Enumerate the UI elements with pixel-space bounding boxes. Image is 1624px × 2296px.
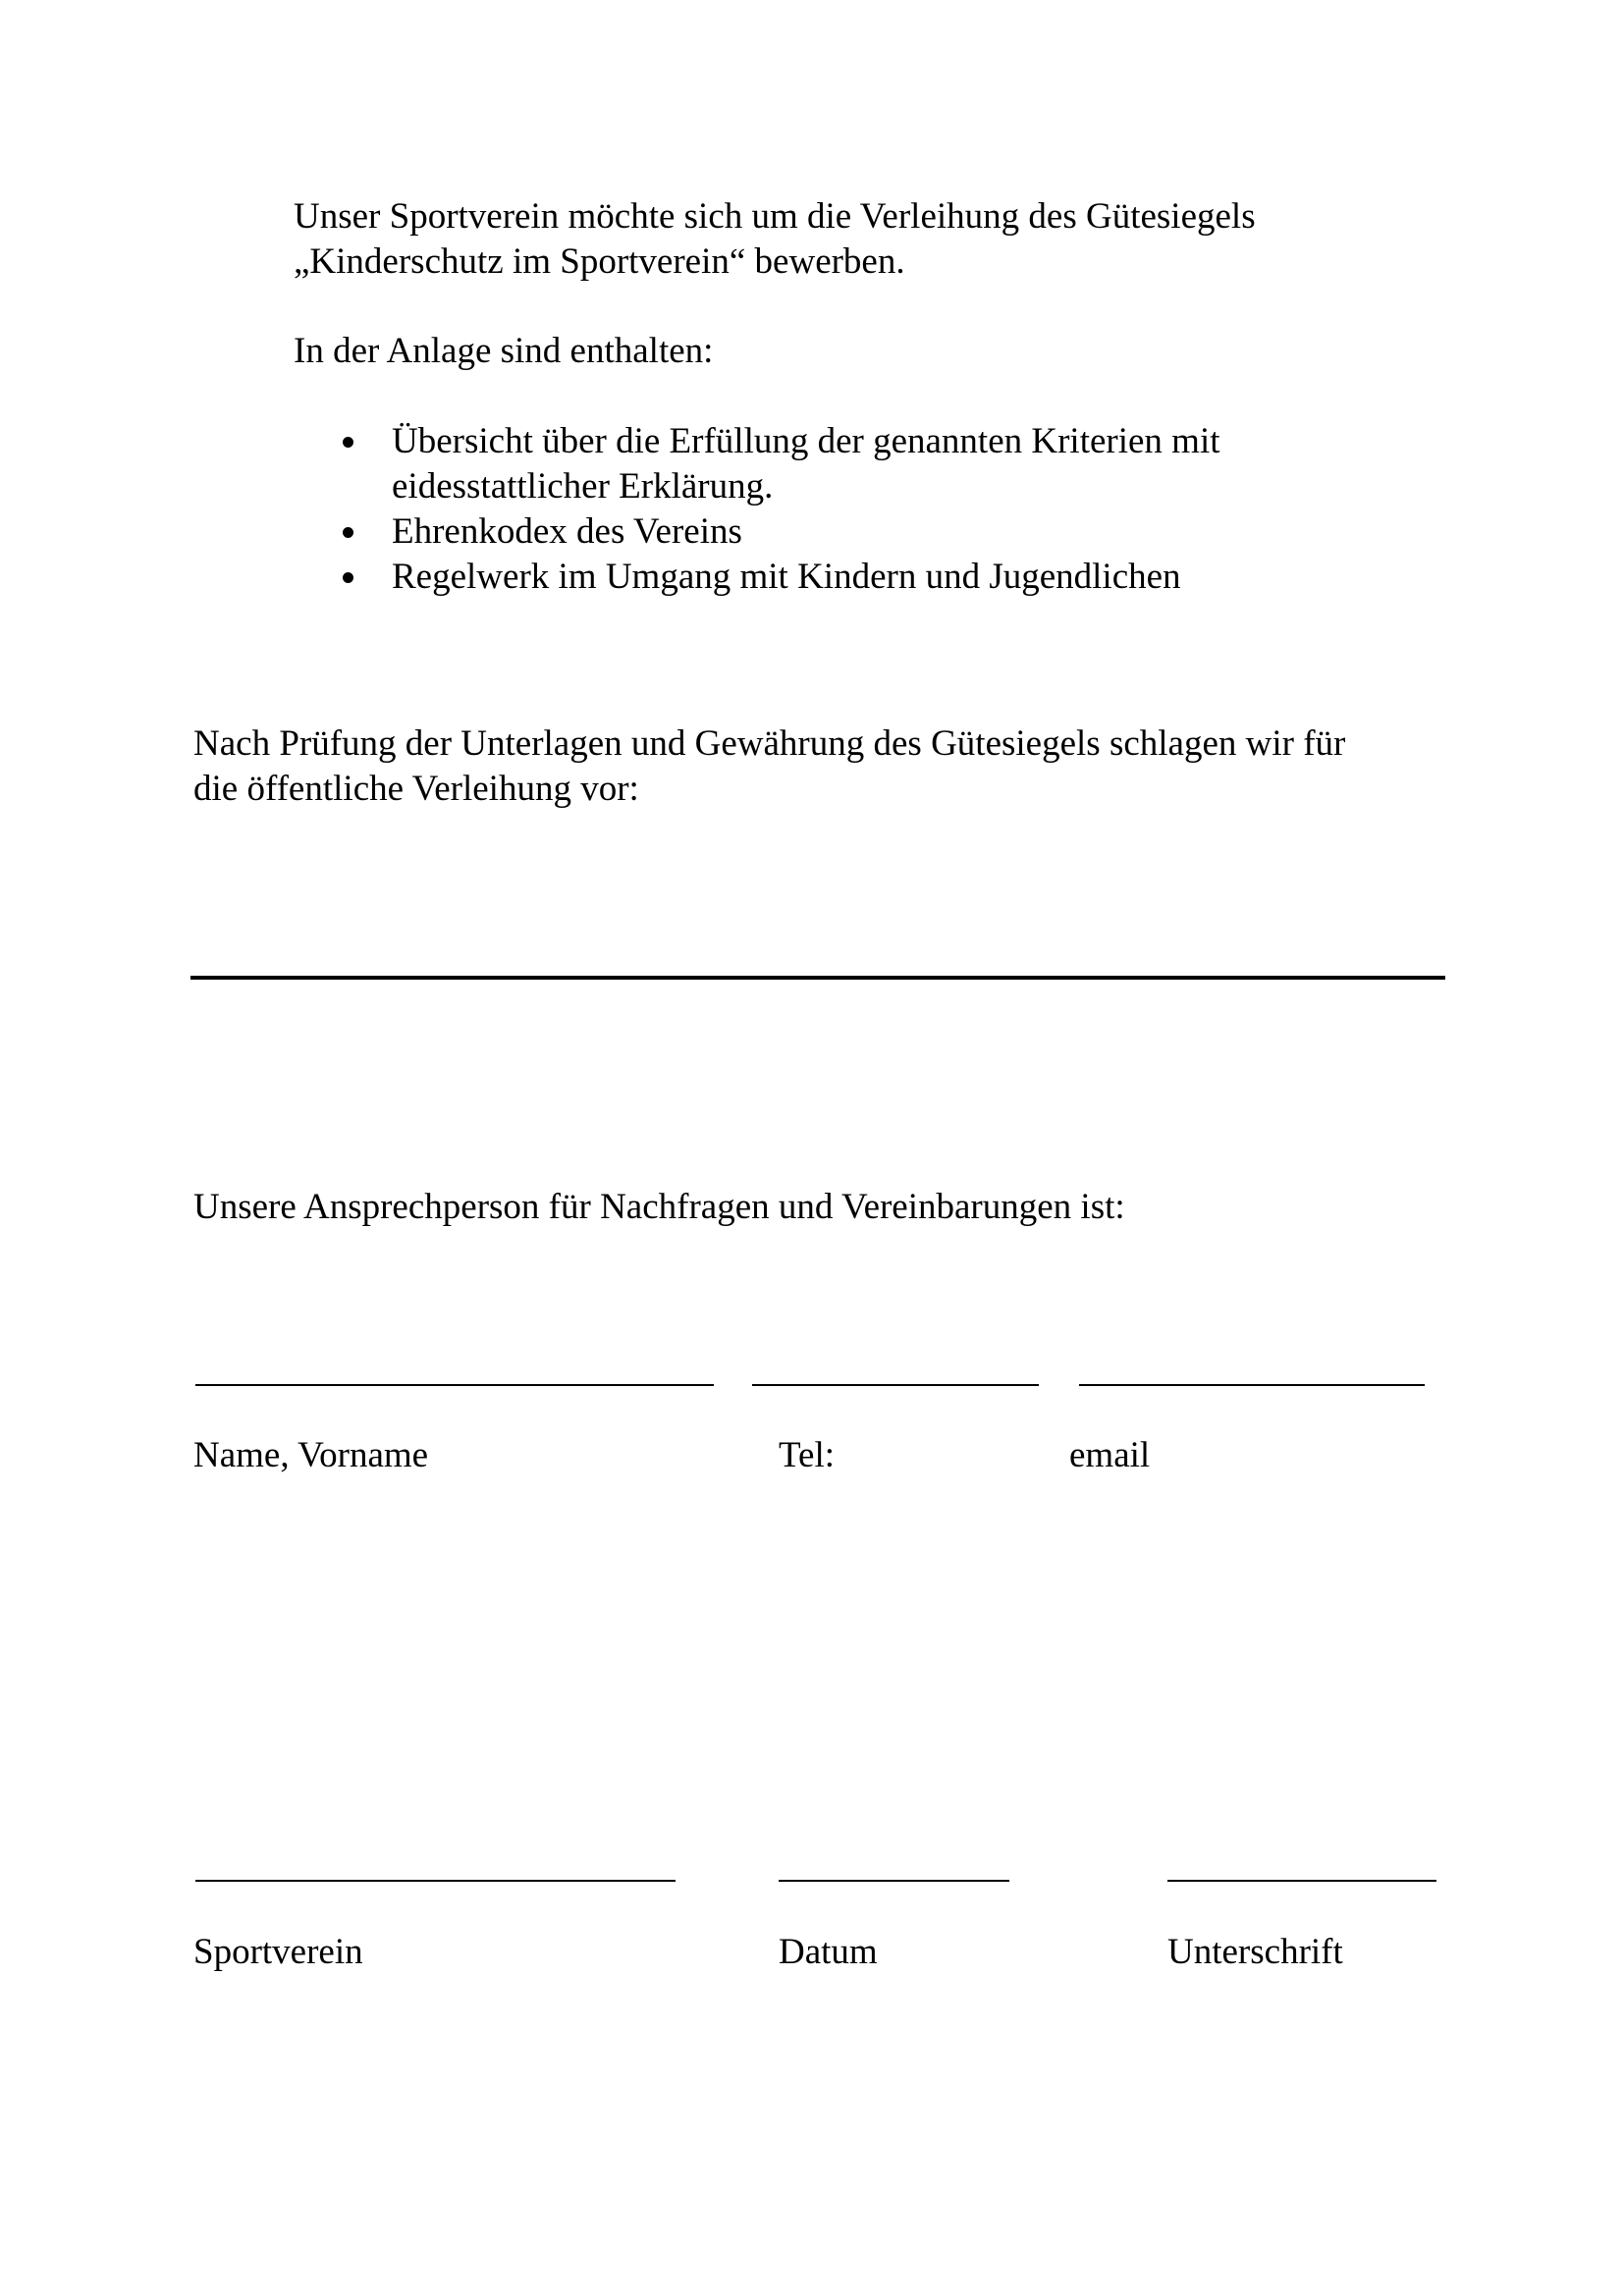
- proposal-fill-line[interactable]: [190, 976, 1445, 980]
- date-label: Datum: [779, 1932, 878, 1972]
- attachments-list: [343, 419, 1423, 600]
- contact-heading: Unsere Ansprechperson für Nachfragen und Vereinbarungen ist:: [193, 1187, 1125, 1227]
- attachment-item-overview: [343, 419, 1423, 509]
- signature-label: Unterschrift: [1167, 1932, 1343, 1972]
- contact-tel-label: Tel:: [779, 1435, 835, 1475]
- club-fill-line[interactable]: [195, 1880, 676, 1882]
- attachment-item-regelwerk: [343, 555, 1423, 600]
- contact-email-fill-line[interactable]: [1079, 1384, 1425, 1386]
- club-label: Sportverein: [193, 1932, 363, 1972]
- attachments-heading: In der Anlage sind enthalten:: [294, 331, 714, 371]
- attachment-item-line: eidesstattlicher Erklärung.: [392, 466, 774, 507]
- contact-email-label: email: [1069, 1435, 1151, 1475]
- award-proposal-paragraph: [193, 721, 1450, 812]
- contact-tel-fill-line[interactable]: [752, 1384, 1039, 1386]
- award-proposal-line-2: die öffentliche Verleihung vor:: [193, 769, 639, 809]
- intro-paragraph: [294, 194, 1423, 285]
- intro-line-2: „Kinderschutz im Sportverein“ bewerben.: [294, 241, 905, 282]
- contact-name-fill-line[interactable]: [195, 1384, 714, 1386]
- attachment-item-line: Ehrenkodex des Vereins: [392, 511, 742, 552]
- attachment-item-ehrenkodex: [343, 509, 1423, 555]
- award-proposal-line-1: Nach Prüfung der Unterlagen und Gewährung des Gütesiegels schlagen wir für: [193, 723, 1346, 764]
- attachment-item-line: Regelwerk im Umgang mit Kindern und Jugendlichen: [392, 557, 1181, 597]
- attachment-item-line: Übersicht über die Erfüllung der genannten Kriterien mit: [392, 421, 1220, 461]
- intro-line-1: Unser Sportverein möchte sich um die Verleihung des Gütesiegels: [294, 196, 1256, 237]
- contact-name-label: Name, Vorname: [193, 1435, 429, 1475]
- signature-fill-line[interactable]: [1167, 1880, 1436, 1882]
- date-fill-line[interactable]: [779, 1880, 1009, 1882]
